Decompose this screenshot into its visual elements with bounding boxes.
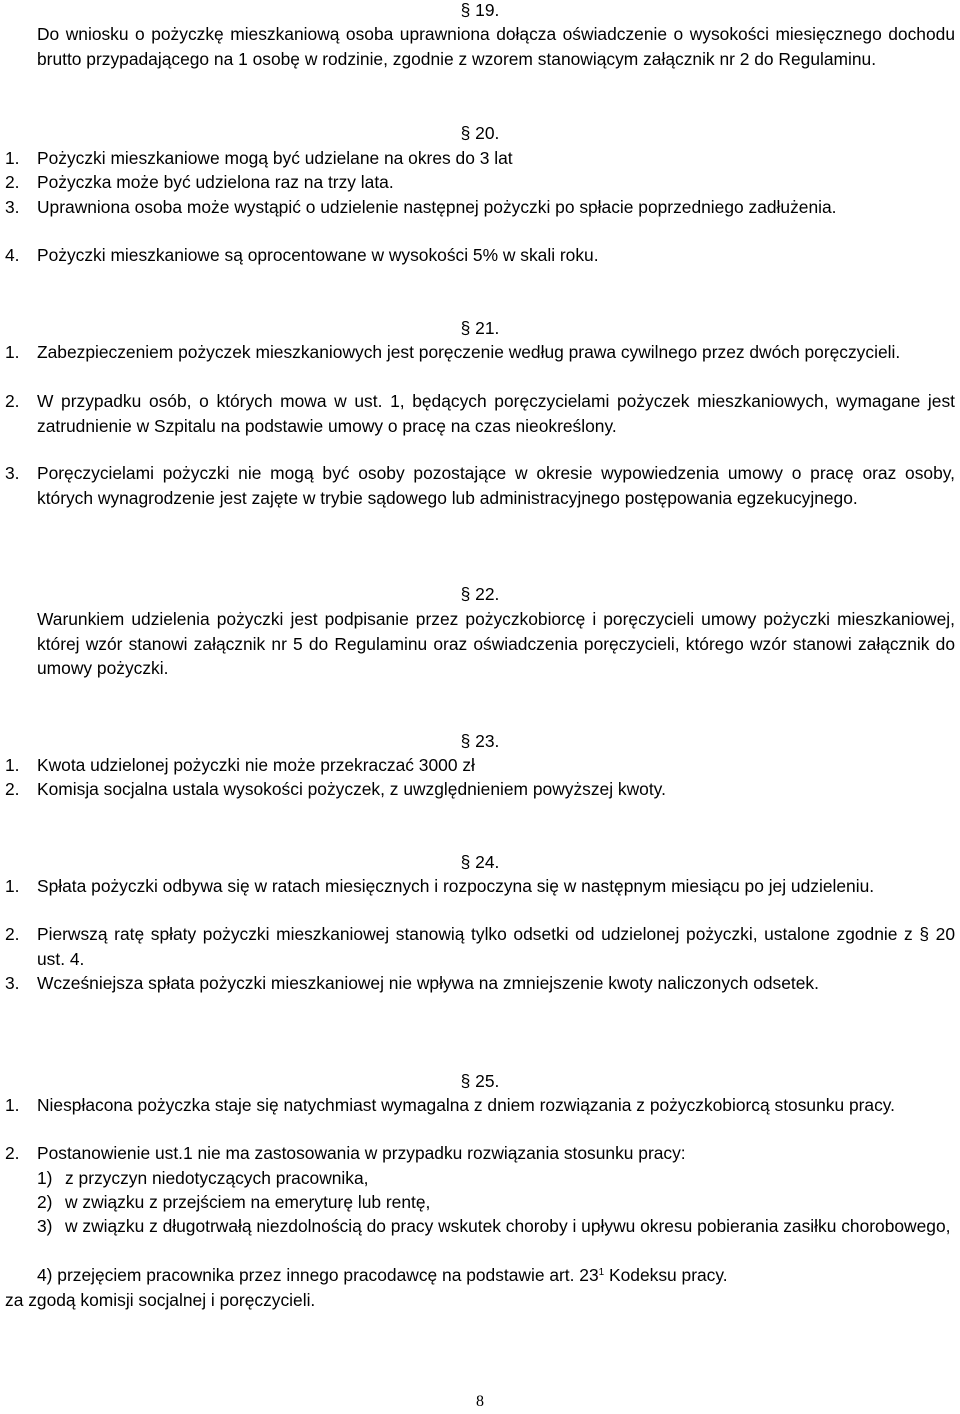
item-number: 3. bbox=[5, 973, 20, 993]
section-19-text: Do wniosku o pożyczkę mieszkaniową osoba uprawniona dołącza oświadczenie o wysokości miesięcznego dochodu brutto przypadającego na 1 osobę w rodzinie, zgodnie z wzorem stanowiącym załącznik nr 2 do Regulaminu. bbox=[37, 24, 955, 69]
sub-item-tail: Kodeksu pracy. bbox=[604, 1265, 728, 1285]
list-item bbox=[5, 1093, 955, 1118]
section-20-heading: § 20. bbox=[460, 123, 500, 143]
item-text: Pierwszą ratę spłaty pożyczki mieszkaniowej stanowią tylko odsetki od udzielonej pożyczki, ustalone zgodnie z § 20 ust. 4. bbox=[37, 924, 955, 969]
sub-item-number: 3) bbox=[37, 1216, 53, 1236]
section-21-heading: § 21. bbox=[460, 318, 500, 338]
superscript: 1 bbox=[598, 1267, 605, 1278]
section-19-heading: § 19. bbox=[460, 0, 500, 20]
list-item bbox=[5, 170, 955, 195]
list-item bbox=[5, 753, 955, 778]
list-item bbox=[5, 874, 955, 899]
item-text: Pożyczki mieszkaniowe mogą być udzielane na okres do 3 lat bbox=[37, 148, 513, 168]
item-number: 3. bbox=[5, 463, 20, 483]
list-item bbox=[5, 146, 955, 171]
list-item bbox=[5, 195, 955, 220]
sub-list-item bbox=[37, 1263, 728, 1288]
sub-item-number: 1) bbox=[37, 1168, 53, 1188]
list-item bbox=[5, 389, 955, 438]
item-number: 3. bbox=[5, 197, 20, 217]
item-text: Kwota udzielonej pożyczki nie może przekraczać 3000 zł bbox=[37, 755, 475, 775]
section-22-heading: § 22. bbox=[460, 584, 500, 604]
list-item bbox=[5, 340, 955, 365]
section-23-heading: § 23. bbox=[460, 731, 500, 751]
item-number: 2. bbox=[5, 172, 20, 192]
sub-list-item bbox=[37, 1190, 955, 1215]
item-text: Zabezpieczeniem pożyczek mieszkaniowych jest poręczenie według prawa cywilnego przez dwóch poręczycieli. bbox=[37, 342, 901, 362]
item-text: Wcześniejsza spłata pożyczki mieszkaniowej nie wpływa na zmniejszenie kwoty naliczonych odsetek. bbox=[37, 973, 819, 993]
sub-item-text: w związku z długotrwałą niezdolnością do pracy wskutek choroby i upływu okresu pobierania zasiłku chorobowego, bbox=[65, 1216, 951, 1236]
item-text: W przypadku osób, o których mowa w ust. 1, będących poręczycielami pożyczek mieszkaniowych, wymagane jest zatrudnienie w Szpitalu na podstawie umowy o pracę na czas nieokreślony. bbox=[37, 391, 955, 436]
section-25-heading: § 25. bbox=[460, 1071, 500, 1091]
page-number: 8 bbox=[476, 1393, 484, 1410]
item-number: 1. bbox=[5, 342, 20, 362]
sub-list-item bbox=[37, 1166, 955, 1191]
item-text: Niespłacona pożyczka staje się natychmiast wymagalna z dniem rozwiązania z pożyczkobiorcą stosunku pracy. bbox=[37, 1095, 896, 1115]
item-text: Pożyczka może być udzielona raz na trzy lata. bbox=[37, 172, 394, 192]
item-number: 1. bbox=[5, 876, 20, 896]
list-item bbox=[5, 971, 955, 996]
item-text: Uprawniona osoba może wystąpić o udzielenie następnej pożyczki po spłacie poprzedniego zadłużenia. bbox=[37, 197, 837, 217]
item-number: 1. bbox=[5, 1095, 20, 1115]
item-text: Poręczycielami pożyczki nie mogą być osoby pozostające w okresie wypowiedzenia umowy o pracę oraz osoby, których wynagrodzenie jest zajęte w trybie sądowego lub administracyjnego postępowania egzekucyjnego. bbox=[37, 463, 955, 508]
list-item bbox=[5, 922, 955, 971]
sub-item-text: w związku z przejściem na emeryturę lub rentę, bbox=[65, 1192, 431, 1212]
list-item bbox=[5, 1141, 955, 1166]
item-text: Postanowienie ust.1 nie ma zastosowania w przypadku rozwiązania stosunku pracy: bbox=[37, 1143, 686, 1163]
item-text: Spłata pożyczki odbywa się w ratach miesięcznych i rozpoczyna się w następnym miesiącu po jej udzieleniu. bbox=[37, 876, 875, 896]
sub-list-item bbox=[37, 1214, 955, 1239]
item-number: 4. bbox=[5, 245, 20, 265]
list-item bbox=[5, 777, 955, 802]
sub-item-text: z przyczyn niedotyczących pracownika, bbox=[65, 1168, 369, 1188]
item-number: 2. bbox=[5, 924, 20, 944]
list-item bbox=[5, 243, 955, 268]
item-number: 2. bbox=[5, 391, 20, 411]
item-text: Komisja socjalna ustala wysokości pożyczek, z uwzględnieniem powyższej kwoty. bbox=[37, 779, 666, 799]
section-24-heading: § 24. bbox=[460, 852, 500, 872]
section-22-text: Warunkiem udzielenia pożyczki jest podpisanie przez pożyczkobiorcę i poręczycieli umowy pożyczki mieszkaniowej, której wzór stanowi załącznik nr 5 do Regulaminu oraz oświadczenia poręczycieli, którego wzór stanowi załącznik do umowy pożyczki. bbox=[37, 609, 955, 678]
item-text: Pożyczki mieszkaniowe są oprocentowane w wysokości 5% w skali roku. bbox=[37, 245, 599, 265]
sub-item-number: 2) bbox=[37, 1192, 53, 1212]
item-number: 2. bbox=[5, 779, 20, 799]
item-number: 1. bbox=[5, 148, 20, 168]
sub-item-text: 4) przejęciem pracownika przez innego pracodawcę na podstawie art. 23 bbox=[37, 1265, 599, 1285]
closing-line: za zgodą komisji socjalnej i poręczycieli. bbox=[5, 1290, 316, 1310]
item-number: 2. bbox=[5, 1143, 20, 1163]
item-number: 1. bbox=[5, 755, 20, 775]
list-item bbox=[5, 461, 955, 510]
